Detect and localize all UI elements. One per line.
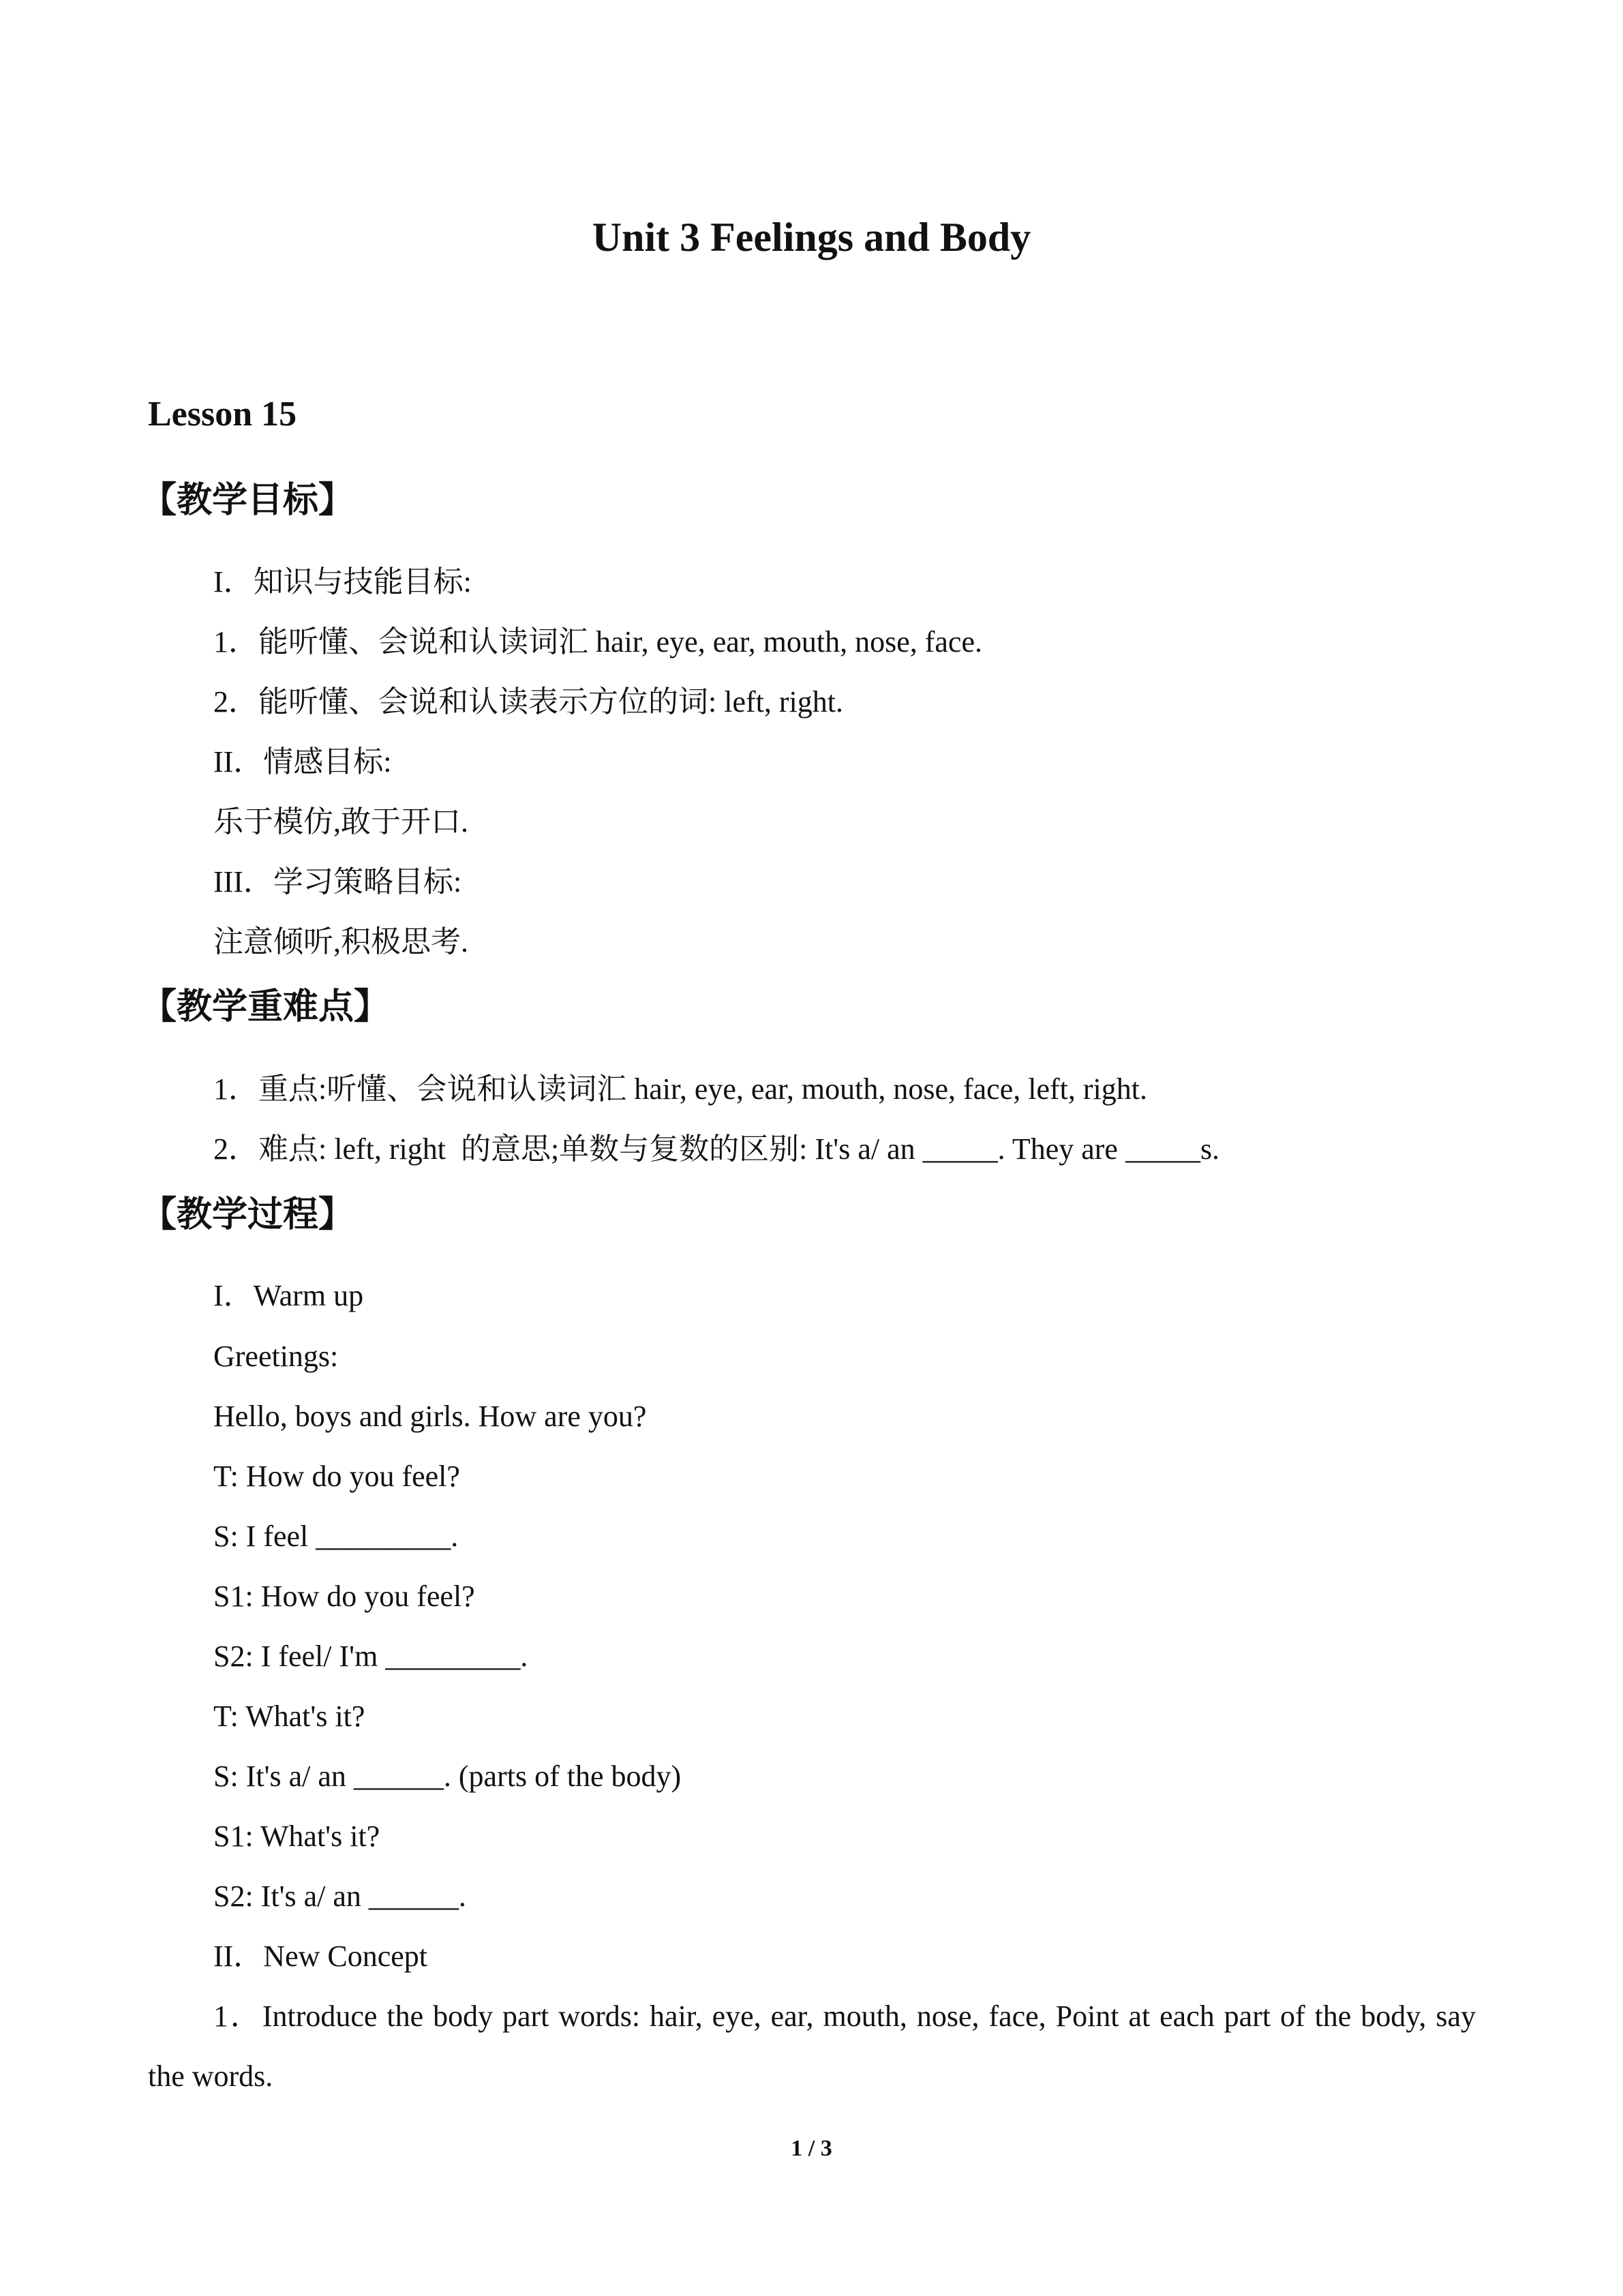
objective-line: 2．能听懂、会说和认读表示方位的词: left, right. bbox=[213, 685, 843, 719]
document-title: Unit 3 Feelings and Body bbox=[592, 215, 1031, 260]
process-line: S2: I feel/ I'm _________. bbox=[213, 1640, 528, 1673]
process-line: Hello, boys and girls. How are you? bbox=[213, 1400, 647, 1433]
lesson-heading: Lesson 15 bbox=[148, 395, 297, 434]
section-heading-objectives: 【教学目标】 bbox=[141, 480, 354, 521]
objective-line: 1．能听懂、会说和认读词汇 hair, eye, ear, mouth, nose, face. bbox=[213, 625, 982, 659]
process-line: S: It's a/ an ______. (parts of the body) bbox=[213, 1759, 682, 1793]
objective-line: II．情感目标: bbox=[213, 745, 392, 779]
process-line: I．Warm up bbox=[213, 1279, 364, 1312]
section-heading-process: 【教学过程】 bbox=[141, 1194, 354, 1235]
process-line: S1: What's it? bbox=[213, 1819, 380, 1853]
process-line: II．New Concept bbox=[213, 1939, 428, 1973]
process-paragraph: 1．Introduce the body part words: hair, eye, ear, mouth, nose, face, Point at each part of the body, say the words. bbox=[148, 1999, 1476, 2093]
objective-line: III．学习策略目标: bbox=[213, 865, 462, 898]
process-line: T: What's it? bbox=[213, 1700, 365, 1733]
key-point-line: 2．难点: left, right 的意思;单数与复数的区别: It's a/ an _____. They are _____s. bbox=[213, 1132, 1220, 1166]
objective-line: I．知识与技能目标: bbox=[213, 565, 472, 599]
key-point-line: 1．重点:听懂、会说和认读词汇 hair, eye, ear, mouth, nose, face, left, right. bbox=[213, 1072, 1147, 1106]
page-number: 1 / 3 bbox=[791, 2136, 832, 2161]
objective-line: 乐于模仿,敢于开口. bbox=[213, 805, 468, 839]
process-line: Greetings: bbox=[213, 1340, 339, 1373]
process-line: S: I feel _________. bbox=[213, 1520, 459, 1553]
process-line: T: How do you feel? bbox=[213, 1460, 460, 1493]
process-line: S2: It's a/ an ______. bbox=[213, 1879, 466, 1913]
objective-line: 注意倾听,积极思考. bbox=[213, 925, 468, 958]
section-heading-key-points: 【教学重难点】 bbox=[141, 986, 390, 1027]
process-line: S1: How do you feel? bbox=[213, 1580, 475, 1613]
